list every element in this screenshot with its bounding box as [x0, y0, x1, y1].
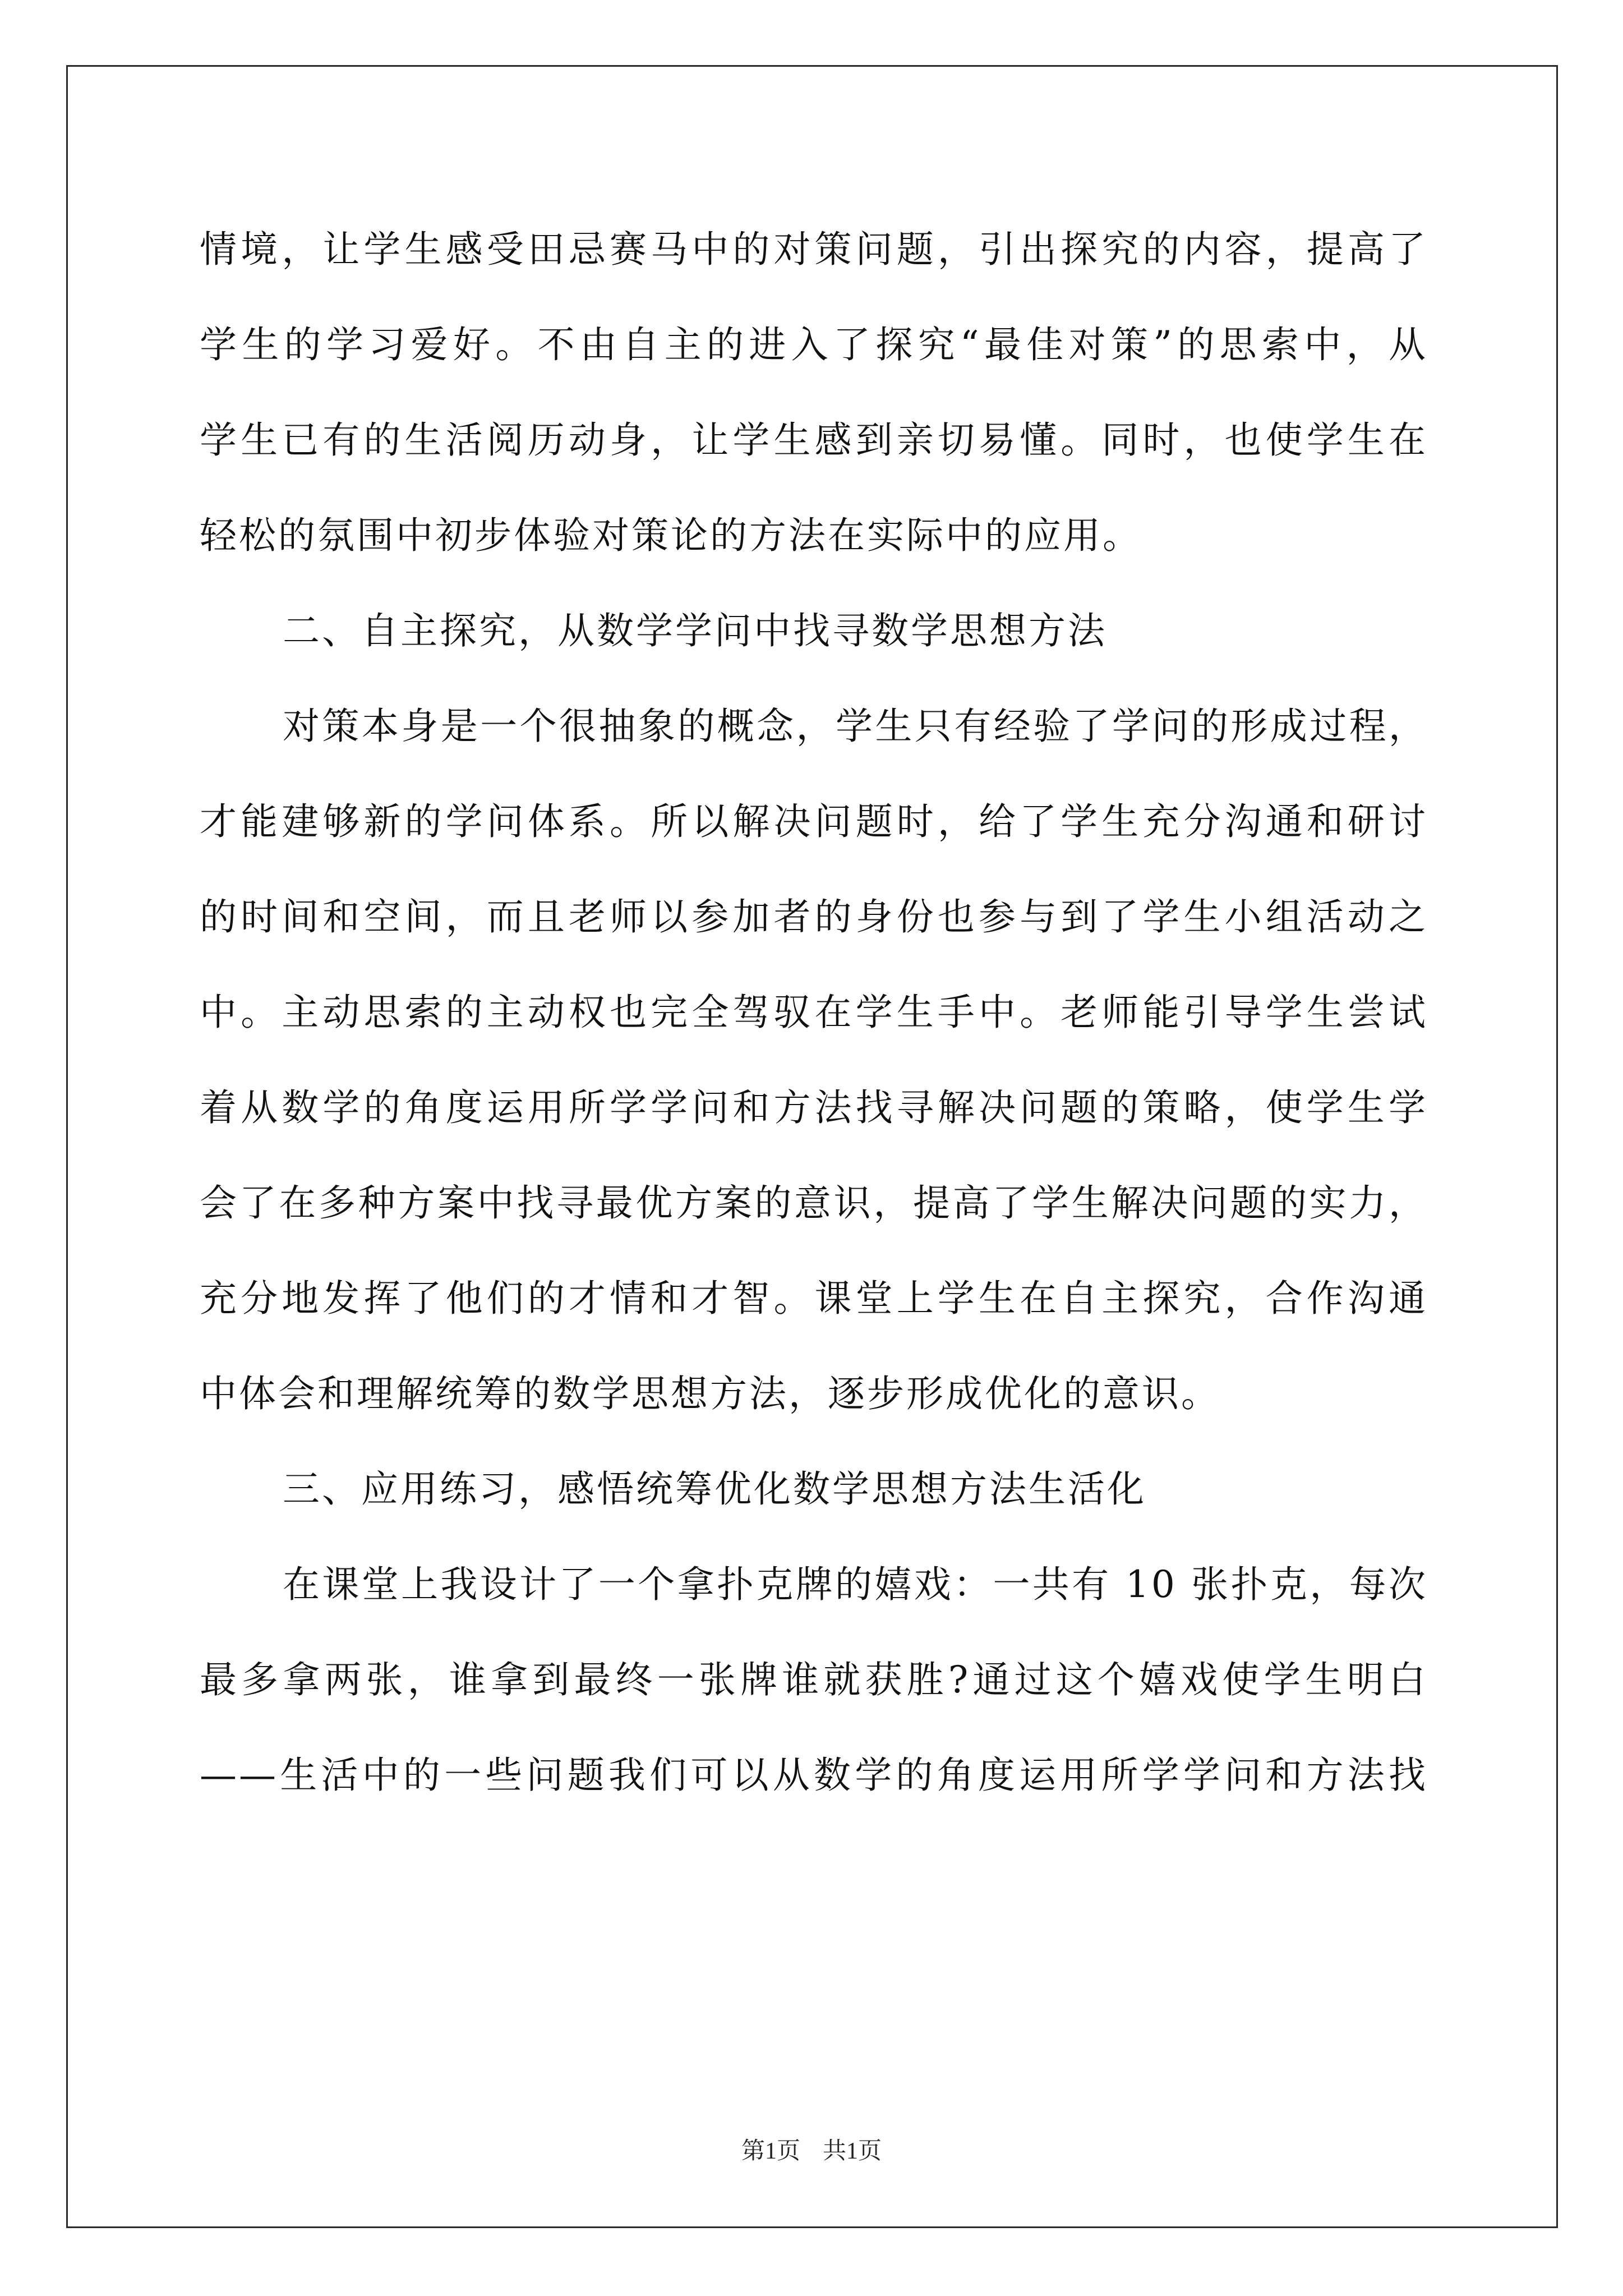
text-line: 轻松的氛围中初步体验对策论的方法在实际中的应用。 — [200, 514, 1142, 557]
section-heading: 三、应用练习，感悟统筹优化数学思想方法生活化 — [283, 1467, 1146, 1511]
page-number: 第1页 — [741, 2138, 800, 2164]
text-line: 着从数学的角度运用所学学问和方法找寻解决问题的策略，使学生学 — [200, 1086, 1428, 1129]
text-line: 才能建够新的学问体系。所以解决问题时，给了学生充分沟通和研讨 — [200, 800, 1428, 843]
text-line: 充分地发挥了他们的才情和才智。课堂上学生在自主探究，合作沟通 — [200, 1277, 1428, 1320]
text-line: 在课堂上我设计了一个拿扑克牌的嬉戏：一共有 10 张扑克，每次 — [283, 1563, 1428, 1606]
text-line: 的时间和空间，而且老师以参加者的身份也参与到了学生小组活动之 — [200, 895, 1428, 938]
page-footer — [0, 2134, 1623, 2168]
text-line: 中。主动思索的主动权也完全驾驭在学生手中。老师能引导学生尝试 — [200, 991, 1428, 1034]
document-body — [200, 202, 1428, 1823]
text-line: 学生已有的生活阅历动身，让学生感到亲切易懂。同时，也使学生在 — [200, 418, 1428, 462]
text-line: 会了在多种方案中找寻最优方案的意识，提高了学生解决问题的实力， — [200, 1181, 1428, 1225]
page-total: 共1页 — [823, 2138, 882, 2164]
text-line: 对策本身是一个很抽象的概念，学生只有经验了学问的形成过程， — [283, 705, 1428, 748]
section-heading: 二、自主探究，从数学学问中找寻数学思想方法 — [283, 609, 1107, 652]
text-line: 情境，让学生感受田忌赛马中的对策问题，引出探究的内容，提高了 — [200, 228, 1428, 271]
text-line: 最多拿两张，谁拿到最终一张牌谁就获胜?通过这个嬉戏使学生明白 — [200, 1658, 1428, 1701]
text-line: ——生活中的一些问题我们可以从数学的角度运用所学学问和方法找 — [200, 1754, 1428, 1797]
text-line: 学生的学习爱好。不由自主的进入了探究“最佳对策”的思索中，从 — [200, 323, 1428, 366]
text-line: 中体会和理解统筹的数学思想方法，逐步形成优化的意识。 — [200, 1372, 1220, 1415]
